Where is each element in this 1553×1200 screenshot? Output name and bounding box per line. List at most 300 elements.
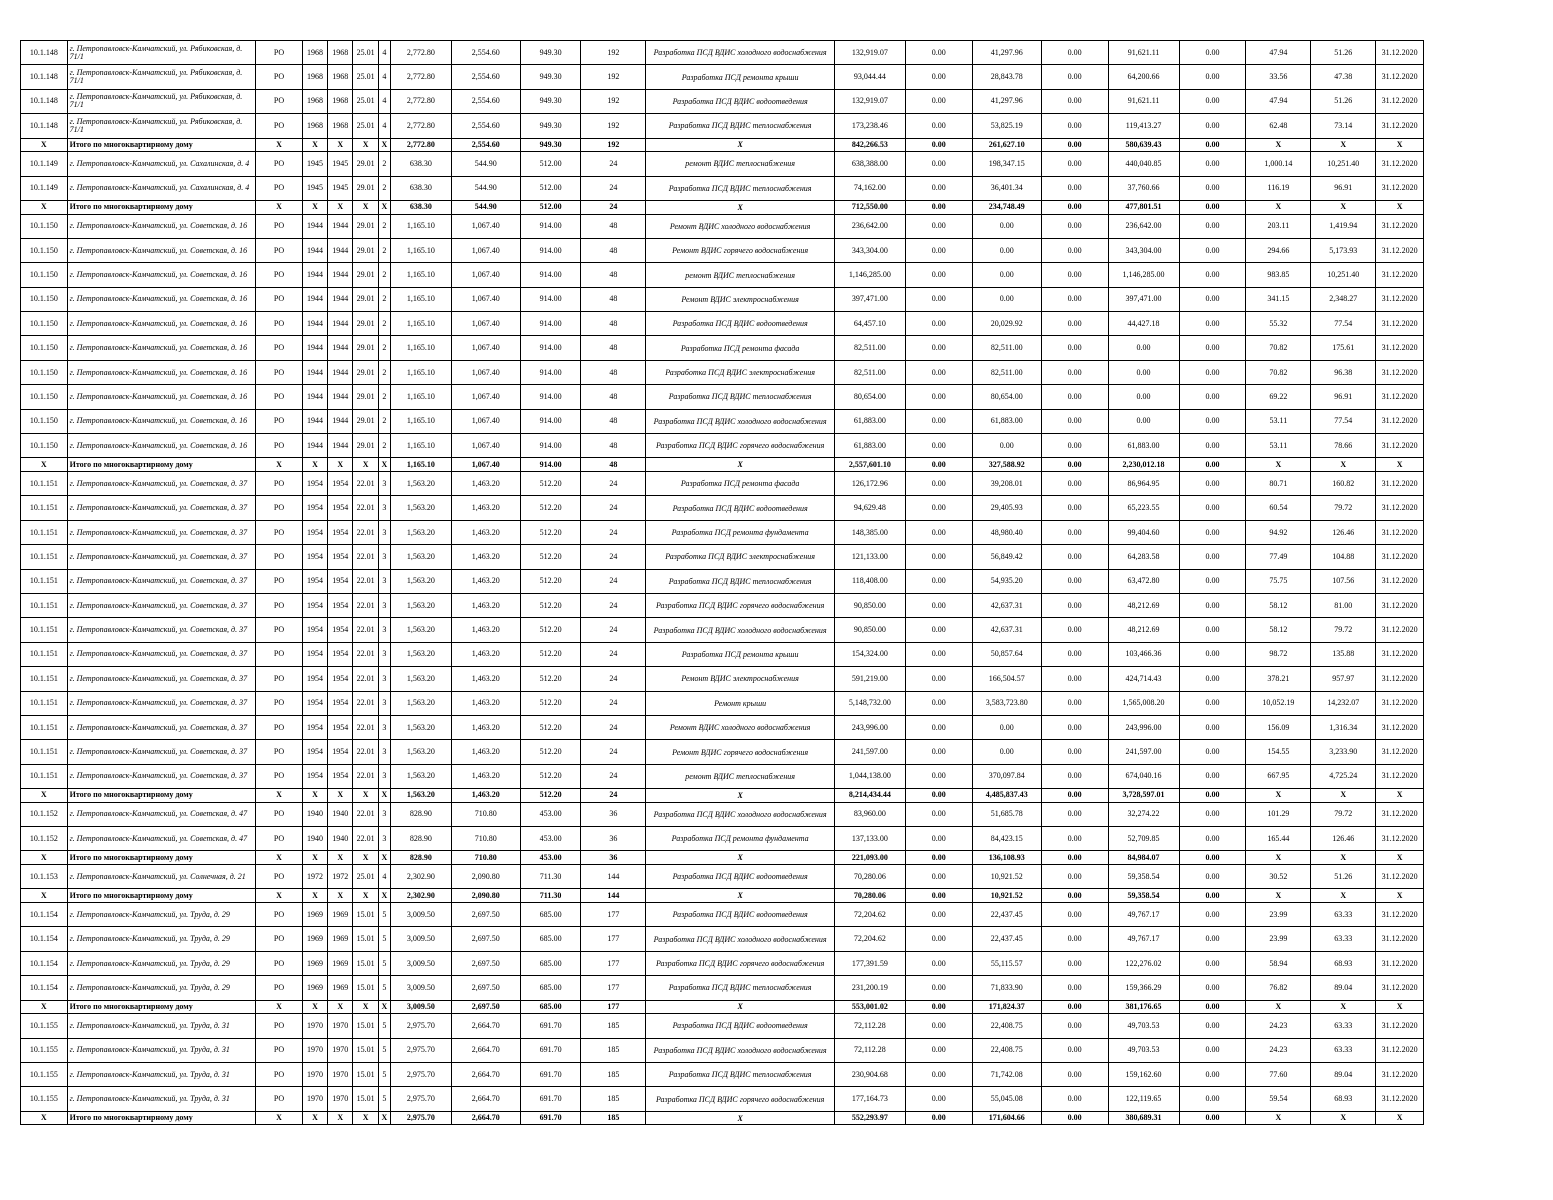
- cell-work-type: Разработка ПСД ВДИС водоотведения: [646, 312, 835, 336]
- cell-floors: 3: [378, 569, 390, 593]
- table-row: [21, 927, 1424, 951]
- cell-deadline: 31.12.2020: [1376, 667, 1424, 691]
- cell-build-year: 1954: [302, 520, 327, 544]
- cell-residents: 185: [581, 1014, 646, 1038]
- cell-total-cost: 2,557,601.10: [834, 458, 905, 472]
- cell-total-cost: 64,457.10: [834, 312, 905, 336]
- cell-max-unit-cost: 51.26: [1311, 41, 1376, 65]
- cell-residents: 24: [581, 200, 646, 214]
- cell-deadline: 31.12.2020: [1376, 89, 1424, 113]
- cell-residents: 24: [581, 789, 646, 803]
- cell-item-number: 10.1.148: [21, 114, 68, 138]
- cell-total-cost: 552,293.97: [834, 1111, 905, 1125]
- cell-wall-material: 29.01: [353, 312, 378, 336]
- cell-common-area: 711.30: [520, 889, 581, 903]
- cell-commission-year: X: [328, 200, 353, 214]
- cell-common-area: 691.70: [520, 1014, 581, 1038]
- cell-federal-funds: 0.00: [905, 593, 972, 617]
- cell-item-number: 10.1.151: [21, 569, 68, 593]
- cell-other-funds: 0.00: [1179, 434, 1246, 458]
- cell-residents: 48: [581, 360, 646, 384]
- cell-floors: X: [378, 1000, 390, 1014]
- cell-total-area: 2,975.70: [390, 1063, 451, 1087]
- cell-build-year: 1972: [302, 865, 327, 889]
- cell-other-funds: 0.00: [1179, 740, 1246, 764]
- cell-build-year: 1945: [302, 152, 327, 176]
- cell-owner-funds: 0.00: [1108, 360, 1179, 384]
- cell-other-funds: 0.00: [1179, 472, 1246, 496]
- cell-total-area: 2,975.70: [390, 1111, 451, 1125]
- cell-max-unit-cost: X: [1311, 200, 1376, 214]
- table-row: [21, 903, 1424, 927]
- cell-unit-cost: 203.11: [1246, 214, 1311, 238]
- cell-regional-funds: 0.00: [972, 214, 1041, 238]
- cell-common-area: 512.20: [520, 667, 581, 691]
- cell-residents: 24: [581, 642, 646, 666]
- cell-commission-year: X: [328, 1111, 353, 1125]
- cell-item-number: 10.1.150: [21, 312, 68, 336]
- cell-residents: 144: [581, 865, 646, 889]
- cell-regional-funds: 370,097.84: [972, 764, 1041, 788]
- cell-federal-funds: 0.00: [905, 409, 972, 433]
- cell-regional-funds: 55,045.08: [972, 1087, 1041, 1111]
- cell-max-unit-cost: 51.26: [1311, 89, 1376, 113]
- cell-municipal-funds: 0.00: [1041, 1111, 1108, 1125]
- cell-wall-material: X: [353, 138, 378, 152]
- cell-unit-cost: 154.55: [1246, 740, 1311, 764]
- cell-unit-cost: 70.82: [1246, 360, 1311, 384]
- cell-municipal-funds: 0.00: [1041, 458, 1108, 472]
- cell-living-area: 1,067.40: [451, 238, 520, 262]
- cell-federal-funds: 0.00: [905, 238, 972, 262]
- cell-commission-year: 1970: [328, 1063, 353, 1087]
- cell-unit-cost: 47.94: [1246, 89, 1311, 113]
- cell-other-funds: 0.00: [1179, 89, 1246, 113]
- cell-address: г. Петропавловск-Камчатский, ул. Советская, д. 16: [67, 409, 256, 433]
- cell-work-type: Разработка ПСД ВДИС горячего водоснабжения: [646, 434, 835, 458]
- cell-program-type: РО: [256, 740, 303, 764]
- cell-total-area: 1,563.20: [390, 789, 451, 803]
- cell-residents: 24: [581, 520, 646, 544]
- cell-work-type: Ремонт ВДИС электроснабжения: [646, 287, 835, 311]
- cell-deadline: 31.12.2020: [1376, 434, 1424, 458]
- cell-living-area: 2,554.60: [451, 138, 520, 152]
- cell-federal-funds: 0.00: [905, 138, 972, 152]
- cell-living-area: 1,463.20: [451, 715, 520, 739]
- cell-build-year: 1944: [302, 409, 327, 433]
- cell-build-year: 1944: [302, 360, 327, 384]
- total-row: [21, 138, 1424, 152]
- cell-max-unit-cost: 175.61: [1311, 336, 1376, 360]
- cell-total-area: 1,165.10: [390, 287, 451, 311]
- cell-total-area: 2,975.70: [390, 1038, 451, 1062]
- cell-item-number: 10.1.151: [21, 764, 68, 788]
- cell-other-funds: 0.00: [1179, 889, 1246, 903]
- cell-max-unit-cost: 107.56: [1311, 569, 1376, 593]
- cell-common-area: 914.00: [520, 385, 581, 409]
- cell-regional-funds: 10,921.52: [972, 865, 1041, 889]
- cell-address: г. Петропавловск-Камчатский, ул. Советская, д. 47: [67, 802, 256, 826]
- cell-common-area: 691.70: [520, 1111, 581, 1125]
- cell-residents: 24: [581, 764, 646, 788]
- cell-total-area: 1,563.20: [390, 642, 451, 666]
- cell-unit-cost: 58.12: [1246, 593, 1311, 617]
- cell-other-funds: 0.00: [1179, 667, 1246, 691]
- cell-owner-funds: 243,996.00: [1108, 715, 1179, 739]
- cell-item-number: 10.1.151: [21, 520, 68, 544]
- cell-total-area: 1,563.20: [390, 569, 451, 593]
- cell-municipal-funds: 0.00: [1041, 89, 1108, 113]
- cell-municipal-funds: 0.00: [1041, 263, 1108, 287]
- cell-federal-funds: 0.00: [905, 214, 972, 238]
- cell-address: г. Петропавловск-Камчатский, ул. Советская, д. 37: [67, 618, 256, 642]
- cell-common-area: 685.00: [520, 951, 581, 975]
- cell-unit-cost: 77.60: [1246, 1063, 1311, 1087]
- table-body: [21, 41, 1424, 1125]
- cell-commission-year: 1944: [328, 214, 353, 238]
- cell-deadline: 31.12.2020: [1376, 827, 1424, 851]
- cell-program-type: РО: [256, 1038, 303, 1062]
- cell-deadline: 31.12.2020: [1376, 618, 1424, 642]
- cell-common-area: 512.20: [520, 520, 581, 544]
- cell-living-area: 2,697.50: [451, 951, 520, 975]
- cell-owner-funds: 424,714.43: [1108, 667, 1179, 691]
- cell-max-unit-cost: X: [1311, 1111, 1376, 1125]
- cell-total-area: 2,772.80: [390, 65, 451, 89]
- cell-municipal-funds: 0.00: [1041, 385, 1108, 409]
- cell-item-number: X: [21, 458, 68, 472]
- cell-address: г. Петропавловск-Камчатский, ул. Советская, д. 16: [67, 287, 256, 311]
- cell-total-cost: 177,391.59: [834, 951, 905, 975]
- cell-federal-funds: 0.00: [905, 1063, 972, 1087]
- cell-item-number: 10.1.152: [21, 827, 68, 851]
- cell-municipal-funds: 0.00: [1041, 642, 1108, 666]
- cell-residents: 177: [581, 951, 646, 975]
- table-row: [21, 1014, 1424, 1038]
- cell-regional-funds: 48,980.40: [972, 520, 1041, 544]
- cell-other-funds: 0.00: [1179, 138, 1246, 152]
- cell-total-cost: 842,266.53: [834, 138, 905, 152]
- cell-residents: 48: [581, 434, 646, 458]
- cell-other-funds: 0.00: [1179, 851, 1246, 865]
- cell-deadline: 31.12.2020: [1376, 336, 1424, 360]
- cell-federal-funds: 0.00: [905, 827, 972, 851]
- cell-other-funds: 0.00: [1179, 214, 1246, 238]
- cell-common-area: 512.20: [520, 715, 581, 739]
- cell-owner-funds: 37,760.66: [1108, 176, 1179, 200]
- cell-common-area: 691.70: [520, 1038, 581, 1062]
- cell-municipal-funds: 0.00: [1041, 691, 1108, 715]
- cell-deadline: 31.12.2020: [1376, 1038, 1424, 1062]
- cell-living-area: 1,067.40: [451, 312, 520, 336]
- cell-build-year: 1954: [302, 569, 327, 593]
- cell-commission-year: 1954: [328, 496, 353, 520]
- cell-other-funds: 0.00: [1179, 764, 1246, 788]
- cell-unit-cost: 165.44: [1246, 827, 1311, 851]
- cell-residents: 48: [581, 238, 646, 262]
- cell-work-type: Разработка ПСД ВДИС холодного водоснабжения: [646, 802, 835, 826]
- cell-living-area: 2,664.70: [451, 1063, 520, 1087]
- cell-total-area: 1,563.20: [390, 715, 451, 739]
- cell-regional-funds: 0.00: [972, 238, 1041, 262]
- cell-work-type: X: [646, 1111, 835, 1125]
- cell-floors: 5: [378, 1014, 390, 1038]
- cell-municipal-funds: 0.00: [1041, 312, 1108, 336]
- cell-program-type: X: [256, 1000, 303, 1014]
- cell-build-year: 1940: [302, 802, 327, 826]
- cell-unit-cost: 60.54: [1246, 496, 1311, 520]
- cell-floors: 2: [378, 336, 390, 360]
- cell-common-area: 949.30: [520, 114, 581, 138]
- cell-owner-funds: 63,472.80: [1108, 569, 1179, 593]
- cell-living-area: 1,463.20: [451, 520, 520, 544]
- cell-max-unit-cost: 96.38: [1311, 360, 1376, 384]
- cell-regional-funds: 20,029.92: [972, 312, 1041, 336]
- cell-common-area: 914.00: [520, 287, 581, 311]
- cell-address: г. Петропавловск-Камчатский, ул. Советская, д. 37: [67, 569, 256, 593]
- cell-max-unit-cost: X: [1311, 458, 1376, 472]
- cell-total-area: 2,975.70: [390, 1087, 451, 1111]
- cell-address: г. Петропавловск-Камчатский, ул. Советская, д. 16: [67, 360, 256, 384]
- cell-build-year: X: [302, 458, 327, 472]
- cell-common-area: 949.30: [520, 138, 581, 152]
- cell-regional-funds: 42,637.31: [972, 618, 1041, 642]
- cell-item-number: 10.1.151: [21, 715, 68, 739]
- cell-unit-cost: 378.21: [1246, 667, 1311, 691]
- cell-residents: 24: [581, 569, 646, 593]
- cell-commission-year: 1969: [328, 976, 353, 1000]
- cell-regional-funds: 0.00: [972, 715, 1041, 739]
- cell-deadline: X: [1376, 138, 1424, 152]
- cell-build-year: 1954: [302, 593, 327, 617]
- cell-owner-funds: 0.00: [1108, 336, 1179, 360]
- cell-item-number: 10.1.150: [21, 336, 68, 360]
- cell-total-cost: 61,883.00: [834, 409, 905, 433]
- cell-deadline: 31.12.2020: [1376, 1063, 1424, 1087]
- cell-living-area: 2,554.60: [451, 114, 520, 138]
- cell-other-funds: 0.00: [1179, 642, 1246, 666]
- cell-address: г. Петропавловск-Камчатский, ул. Советская, д. 16: [67, 385, 256, 409]
- cell-floors: 3: [378, 618, 390, 642]
- cell-build-year: 1968: [302, 114, 327, 138]
- table-row: [21, 89, 1424, 113]
- cell-common-area: 685.00: [520, 927, 581, 951]
- cell-floors: 2: [378, 385, 390, 409]
- cell-max-unit-cost: X: [1311, 1000, 1376, 1014]
- cell-total-cost: 126,172.96: [834, 472, 905, 496]
- cell-common-area: 685.00: [520, 976, 581, 1000]
- cell-common-area: 453.00: [520, 802, 581, 826]
- cell-work-type: X: [646, 200, 835, 214]
- cell-living-area: 2,697.50: [451, 927, 520, 951]
- table-row: [21, 1038, 1424, 1062]
- cell-wall-material: 15.01: [353, 976, 378, 1000]
- cell-floors: 2: [378, 409, 390, 433]
- cell-unit-cost: 116.19: [1246, 176, 1311, 200]
- cell-regional-funds: 80,654.00: [972, 385, 1041, 409]
- cell-municipal-funds: 0.00: [1041, 360, 1108, 384]
- cell-total-area: 1,563.20: [390, 618, 451, 642]
- cell-regional-funds: 3,583,723.80: [972, 691, 1041, 715]
- cell-other-funds: 0.00: [1179, 545, 1246, 569]
- cell-regional-funds: 136,108.93: [972, 851, 1041, 865]
- cell-address: г. Петропавловск-Камчатский, ул. Советская, д. 37: [67, 545, 256, 569]
- cell-commission-year: 1944: [328, 409, 353, 433]
- cell-total-cost: 80,654.00: [834, 385, 905, 409]
- cell-unit-cost: 341.15: [1246, 287, 1311, 311]
- cell-living-area: 1,463.20: [451, 569, 520, 593]
- cell-owner-funds: 103,466.36: [1108, 642, 1179, 666]
- cell-floors: 5: [378, 903, 390, 927]
- cell-unit-cost: 94.92: [1246, 520, 1311, 544]
- cell-max-unit-cost: 3,233.90: [1311, 740, 1376, 764]
- cell-address: г. Петропавловск-Камчатский, ул. Труда, д. 31: [67, 1063, 256, 1087]
- cell-address: г. Петропавловск-Камчатский, ул. Труда, д. 31: [67, 1087, 256, 1111]
- cell-address: Итого по многоквартирному дому: [67, 889, 256, 903]
- cell-municipal-funds: 0.00: [1041, 802, 1108, 826]
- cell-address: г. Петропавловск-Камчатский, ул. Советская, д. 16: [67, 214, 256, 238]
- cell-program-type: X: [256, 851, 303, 865]
- cell-other-funds: 0.00: [1179, 520, 1246, 544]
- cell-other-funds: 0.00: [1179, 903, 1246, 927]
- cell-residents: 36: [581, 851, 646, 865]
- cell-program-type: РО: [256, 1014, 303, 1038]
- cell-build-year: X: [302, 789, 327, 803]
- cell-max-unit-cost: 68.93: [1311, 1087, 1376, 1111]
- cell-total-cost: 236,642.00: [834, 214, 905, 238]
- cell-build-year: 1969: [302, 976, 327, 1000]
- cell-living-area: 2,664.70: [451, 1111, 520, 1125]
- cell-work-type: Разработка ПСД ВДИС теплоснабжения: [646, 569, 835, 593]
- cell-item-number: 10.1.150: [21, 238, 68, 262]
- cell-total-cost: 243,996.00: [834, 715, 905, 739]
- cell-work-type: Разработка ПСД ВДИС водоотведения: [646, 89, 835, 113]
- cell-residents: 24: [581, 715, 646, 739]
- cell-total-cost: 231,200.19: [834, 976, 905, 1000]
- cell-municipal-funds: 0.00: [1041, 545, 1108, 569]
- cell-commission-year: 1954: [328, 472, 353, 496]
- table-row: [21, 976, 1424, 1000]
- cell-municipal-funds: 0.00: [1041, 593, 1108, 617]
- cell-federal-funds: 0.00: [905, 458, 972, 472]
- cell-other-funds: 0.00: [1179, 927, 1246, 951]
- cell-living-area: 1,463.20: [451, 545, 520, 569]
- cell-deadline: 31.12.2020: [1376, 176, 1424, 200]
- cell-commission-year: 1944: [328, 385, 353, 409]
- cell-unit-cost: 53.11: [1246, 409, 1311, 433]
- cell-unit-cost: X: [1246, 200, 1311, 214]
- cell-commission-year: 1969: [328, 903, 353, 927]
- cell-build-year: 1969: [302, 927, 327, 951]
- cell-unit-cost: X: [1246, 889, 1311, 903]
- cell-common-area: 914.00: [520, 336, 581, 360]
- cell-floors: X: [378, 889, 390, 903]
- cell-build-year: 1940: [302, 827, 327, 851]
- cell-build-year: 1970: [302, 1087, 327, 1111]
- cell-residents: 192: [581, 138, 646, 152]
- cell-regional-funds: 41,297.96: [972, 41, 1041, 65]
- cell-max-unit-cost: 126.46: [1311, 827, 1376, 851]
- cell-commission-year: 1944: [328, 360, 353, 384]
- cell-program-type: РО: [256, 903, 303, 927]
- cell-common-area: 453.00: [520, 851, 581, 865]
- cell-total-area: 3,009.50: [390, 976, 451, 1000]
- cell-build-year: X: [302, 889, 327, 903]
- cell-living-area: 710.80: [451, 827, 520, 851]
- cell-municipal-funds: 0.00: [1041, 927, 1108, 951]
- cell-floors: X: [378, 200, 390, 214]
- cell-wall-material: 15.01: [353, 903, 378, 927]
- cell-work-type: Разработка ПСД ВДИС горячего водоснабжения: [646, 951, 835, 975]
- cell-regional-funds: 171,604.66: [972, 1111, 1041, 1125]
- cell-unit-cost: X: [1246, 789, 1311, 803]
- cell-living-area: 544.90: [451, 176, 520, 200]
- cell-item-number: 10.1.154: [21, 927, 68, 951]
- cell-work-type: X: [646, 458, 835, 472]
- cell-total-area: 638.30: [390, 200, 451, 214]
- cell-address: г. Петропавловск-Камчатский, ул. Советская, д. 37: [67, 496, 256, 520]
- cell-municipal-funds: 0.00: [1041, 951, 1108, 975]
- cell-item-number: 10.1.151: [21, 642, 68, 666]
- cell-federal-funds: 0.00: [905, 200, 972, 214]
- cell-other-funds: 0.00: [1179, 152, 1246, 176]
- cell-address: г. Петропавловск-Камчатский, ул. Советская, д. 37: [67, 593, 256, 617]
- cell-item-number: 10.1.155: [21, 1087, 68, 1111]
- cell-floors: X: [378, 138, 390, 152]
- cell-max-unit-cost: 14,232.07: [1311, 691, 1376, 715]
- cell-owner-funds: 477,801.51: [1108, 200, 1179, 214]
- cell-deadline: X: [1376, 851, 1424, 865]
- cell-program-type: РО: [256, 715, 303, 739]
- cell-address: г. Петропавловск-Камчатский, ул. Советская, д. 37: [67, 667, 256, 691]
- cell-item-number: 10.1.155: [21, 1063, 68, 1087]
- cell-deadline: X: [1376, 889, 1424, 903]
- cell-item-number: 10.1.151: [21, 740, 68, 764]
- cell-owner-funds: 0.00: [1108, 409, 1179, 433]
- cell-residents: 48: [581, 263, 646, 287]
- cell-program-type: РО: [256, 520, 303, 544]
- cell-regional-funds: 54,935.20: [972, 569, 1041, 593]
- cell-owner-funds: 122,119.65: [1108, 1087, 1179, 1111]
- cell-regional-funds: 10,921.52: [972, 889, 1041, 903]
- cell-wall-material: 15.01: [353, 927, 378, 951]
- cell-commission-year: 1940: [328, 802, 353, 826]
- cell-item-number: 10.1.149: [21, 152, 68, 176]
- cell-max-unit-cost: 957.97: [1311, 667, 1376, 691]
- cell-floors: 3: [378, 802, 390, 826]
- cell-work-type: Ремонт ВДИС горячего водоснабжения: [646, 238, 835, 262]
- cell-address: г. Петропавловск-Камчатский, ул. Советская, д. 37: [67, 520, 256, 544]
- cell-federal-funds: 0.00: [905, 903, 972, 927]
- cell-common-area: 914.00: [520, 458, 581, 472]
- cell-max-unit-cost: 89.04: [1311, 976, 1376, 1000]
- cell-owner-funds: 397,471.00: [1108, 287, 1179, 311]
- cell-wall-material: 22.01: [353, 545, 378, 569]
- cell-deadline: X: [1376, 200, 1424, 214]
- cell-total-area: 2,772.80: [390, 138, 451, 152]
- cell-federal-funds: 0.00: [905, 114, 972, 138]
- cell-build-year: 1954: [302, 667, 327, 691]
- cell-living-area: 1,067.40: [451, 458, 520, 472]
- cell-other-funds: 0.00: [1179, 65, 1246, 89]
- cell-regional-funds: 82,511.00: [972, 336, 1041, 360]
- cell-owner-funds: 343,304.00: [1108, 238, 1179, 262]
- cell-federal-funds: 0.00: [905, 496, 972, 520]
- cell-total-area: 2,302.90: [390, 865, 451, 889]
- cell-owner-funds: 674,040.16: [1108, 764, 1179, 788]
- cell-owner-funds: 580,639.43: [1108, 138, 1179, 152]
- cell-total-cost: 154,324.00: [834, 642, 905, 666]
